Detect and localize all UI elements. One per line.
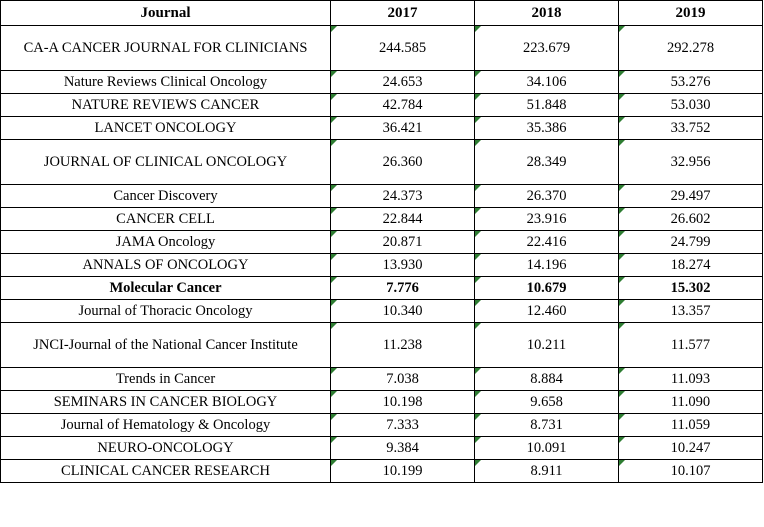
cell-value: 53.030 [670,96,711,113]
impact-factor-cell-2018 [475,391,619,414]
journal-name-cell: Molecular Cancer [1,277,331,300]
table-row [1,437,763,460]
comment-marker-icon [475,254,481,260]
comment-marker-icon [619,231,625,237]
impact-factor-cell-2017 [331,254,475,277]
table-row [1,323,763,368]
table-row [1,254,763,277]
impact-factor-cell-2019 [619,391,763,414]
cell-value: 223.679 [522,39,571,56]
cell-value: 26.370 [526,187,567,204]
cell-value: 29.497 [670,187,711,204]
cell-value: 11.093 [670,370,711,387]
column-header-2018: 2018 [475,1,619,26]
journal-name-cell: CLINICAL CANCER RESEARCH [1,460,331,483]
cell-value: 10.679 [526,279,567,296]
table-row [1,26,763,71]
comment-marker-icon [619,254,625,260]
cell-value: 34.106 [526,73,567,90]
cell-value: 51.848 [526,96,567,113]
impact-factor-cell-2018 [475,300,619,323]
journal-name-cell: JNCI-Journal of the National Cancer Institute [1,323,331,368]
comment-marker-icon [331,26,337,32]
journal-name-cell: SEMINARS IN CANCER BIOLOGY [1,391,331,414]
table-body [1,26,763,483]
comment-marker-icon [475,277,481,283]
cell-value: 14.196 [526,256,567,273]
impact-factor-cell-2019 [619,231,763,254]
journal-name-cell: CA-A CANCER JOURNAL FOR CLINICIANS [1,26,331,71]
impact-factor-cell-2018 [475,94,619,117]
impact-factor-cell-2017 [331,208,475,231]
column-header-2017: 2017 [331,1,475,26]
cell-value: 7.038 [386,370,419,387]
cell-value: 10.340 [382,302,423,319]
impact-factor-cell-2019 [619,94,763,117]
impact-factor-cell-2019 [619,323,763,368]
impact-factor-cell-2019 [619,300,763,323]
cell-value: 10.247 [670,439,711,456]
table-row [1,94,763,117]
cell-value: 24.373 [382,187,423,204]
impact-factor-cell-2017 [331,437,475,460]
table-row [1,231,763,254]
header-row [1,1,763,26]
comment-marker-icon [331,277,337,283]
impact-factor-cell-2019 [619,254,763,277]
journal-name-cell: Trends in Cancer [1,368,331,391]
impact-factor-cell-2017 [331,71,475,94]
journal-name-cell: ANNALS OF ONCOLOGY [1,254,331,277]
comment-marker-icon [475,94,481,100]
impact-factor-cell-2018 [475,414,619,437]
comment-marker-icon [619,460,625,466]
cell-value: 7.333 [386,416,419,433]
impact-factor-cell-2019 [619,277,763,300]
table-row [1,185,763,208]
comment-marker-icon [331,460,337,466]
comment-marker-icon [331,437,337,443]
impact-factor-cell-2018 [475,460,619,483]
impact-factor-cell-2019 [619,26,763,71]
comment-marker-icon [619,368,625,374]
journal-name-cell: Nature Reviews Clinical Oncology [1,71,331,94]
impact-factor-cell-2018 [475,117,619,140]
comment-marker-icon [619,414,625,420]
comment-marker-icon [619,391,625,397]
cell-value: 8.731 [530,416,563,433]
cell-value: 9.658 [530,393,563,410]
cell-value: 13.930 [382,256,423,273]
comment-marker-icon [475,368,481,374]
impact-factor-cell-2018 [475,231,619,254]
cell-value: 42.784 [382,96,423,113]
journal-name-cell: JOURNAL OF CLINICAL ONCOLOGY [1,140,331,185]
cell-value: 23.916 [526,210,567,227]
impact-factor-cell-2017 [331,26,475,71]
impact-factor-cell-2017 [331,231,475,254]
journal-name-cell: CANCER CELL [1,208,331,231]
impact-factor-cell-2018 [475,437,619,460]
cell-value: 13.357 [670,302,711,319]
impact-factor-cell-2018 [475,71,619,94]
comment-marker-icon [331,368,337,374]
cell-value: 9.384 [386,439,419,456]
table-row [1,208,763,231]
comment-marker-icon [331,231,337,237]
comment-marker-icon [331,117,337,123]
impact-factor-cell-2017 [331,94,475,117]
impact-factor-cell-2017 [331,323,475,368]
impact-factor-cell-2019 [619,71,763,94]
journal-name-cell: LANCET ONCOLOGY [1,117,331,140]
column-header-journal: Journal [1,1,331,26]
table-row [1,414,763,437]
cell-value: 11.238 [382,336,423,353]
impact-factor-cell-2017 [331,368,475,391]
comment-marker-icon [331,71,337,77]
column-header-2019: 2019 [619,1,763,26]
table-row [1,117,763,140]
cell-value: 10.211 [526,336,567,353]
impact-factor-cell-2019 [619,117,763,140]
cell-value: 53.276 [670,73,711,90]
comment-marker-icon [619,71,625,77]
comment-marker-icon [619,277,625,283]
table-row [1,368,763,391]
cell-value: 18.274 [670,256,711,273]
table-row [1,391,763,414]
comment-marker-icon [475,460,481,466]
comment-marker-icon [331,300,337,306]
journal-name-cell: Journal of Hematology & Oncology [1,414,331,437]
journal-name-cell: NEURO-ONCOLOGY [1,437,331,460]
comment-marker-icon [475,437,481,443]
cell-value: 8.884 [530,370,563,387]
cell-value: 26.602 [670,210,711,227]
impact-factor-cell-2019 [619,414,763,437]
impact-factor-cell-2018 [475,140,619,185]
cell-value: 26.360 [382,153,423,170]
table-row [1,460,763,483]
impact-factor-cell-2018 [475,368,619,391]
cell-value: 20.871 [382,233,423,250]
journal-name-cell: NATURE REVIEWS CANCER [1,94,331,117]
cell-value: 22.844 [382,210,423,227]
cell-value: 10.198 [382,393,423,410]
comment-marker-icon [619,140,625,146]
comment-marker-icon [331,140,337,146]
impact-factor-cell-2018 [475,277,619,300]
cell-value: 10.107 [670,462,711,479]
comment-marker-icon [619,208,625,214]
cell-value: 36.421 [382,119,423,136]
impact-factor-cell-2019 [619,185,763,208]
journal-name-cell: Journal of Thoracic Oncology [1,300,331,323]
comment-marker-icon [475,71,481,77]
impact-factor-cell-2019 [619,437,763,460]
impact-factor-cell-2019 [619,460,763,483]
table-row [1,300,763,323]
cell-value: 10.091 [526,439,567,456]
comment-marker-icon [475,414,481,420]
impact-factor-cell-2019 [619,140,763,185]
comment-marker-icon [331,414,337,420]
cell-value: 12.460 [526,302,567,319]
impact-factor-cell-2018 [475,208,619,231]
cell-value: 8.911 [530,462,563,479]
comment-marker-icon [619,26,625,32]
journal-name-cell: Cancer Discovery [1,185,331,208]
impact-factor-cell-2017 [331,391,475,414]
impact-factor-cell-2017 [331,460,475,483]
impact-factor-cell-2018 [475,323,619,368]
comment-marker-icon [331,185,337,191]
comment-marker-icon [475,140,481,146]
comment-marker-icon [331,254,337,260]
cell-value: 7.776 [386,279,419,296]
impact-factor-cell-2018 [475,26,619,71]
cell-value: 24.653 [382,73,423,90]
cell-value: 292.278 [666,39,715,56]
cell-value: 244.585 [378,39,427,56]
cell-value: 33.752 [670,119,711,136]
comment-marker-icon [619,117,625,123]
table-row [1,140,763,185]
impact-factor-cell-2017 [331,185,475,208]
cell-value: 15.302 [670,279,711,296]
comment-marker-icon [331,94,337,100]
cell-value: 10.199 [382,462,423,479]
cell-value: 32.956 [670,153,711,170]
journal-name-cell: JAMA Oncology [1,231,331,254]
cell-value: 22.416 [526,233,567,250]
comment-marker-icon [331,391,337,397]
cell-value: 24.799 [670,233,711,250]
comment-marker-icon [331,208,337,214]
comment-marker-icon [619,300,625,306]
impact-factor-cell-2019 [619,208,763,231]
cell-value: 28.349 [526,153,567,170]
comment-marker-icon [619,323,625,329]
comment-marker-icon [475,391,481,397]
table-row [1,71,763,94]
comment-marker-icon [475,323,481,329]
cell-value: 11.059 [670,416,711,433]
comment-marker-icon [475,26,481,32]
impact-factor-cell-2017 [331,140,475,185]
comment-marker-icon [475,208,481,214]
comment-marker-icon [475,231,481,237]
comment-marker-icon [331,323,337,329]
table-row [1,277,763,300]
comment-marker-icon [619,185,625,191]
impact-factor-cell-2019 [619,368,763,391]
comment-marker-icon [475,117,481,123]
impact-factor-cell-2017 [331,414,475,437]
impact-factor-cell-2017 [331,300,475,323]
comment-marker-icon [475,300,481,306]
comment-marker-icon [475,185,481,191]
comment-marker-icon [619,94,625,100]
impact-factor-cell-2017 [331,117,475,140]
comment-marker-icon [619,437,625,443]
impact-factor-cell-2018 [475,254,619,277]
table-header [1,1,763,26]
cell-value: 11.577 [670,336,711,353]
cell-value: 11.090 [670,393,711,410]
cell-value: 35.386 [526,119,567,136]
impact-factor-cell-2017 [331,277,475,300]
impact-factor-cell-2018 [475,185,619,208]
